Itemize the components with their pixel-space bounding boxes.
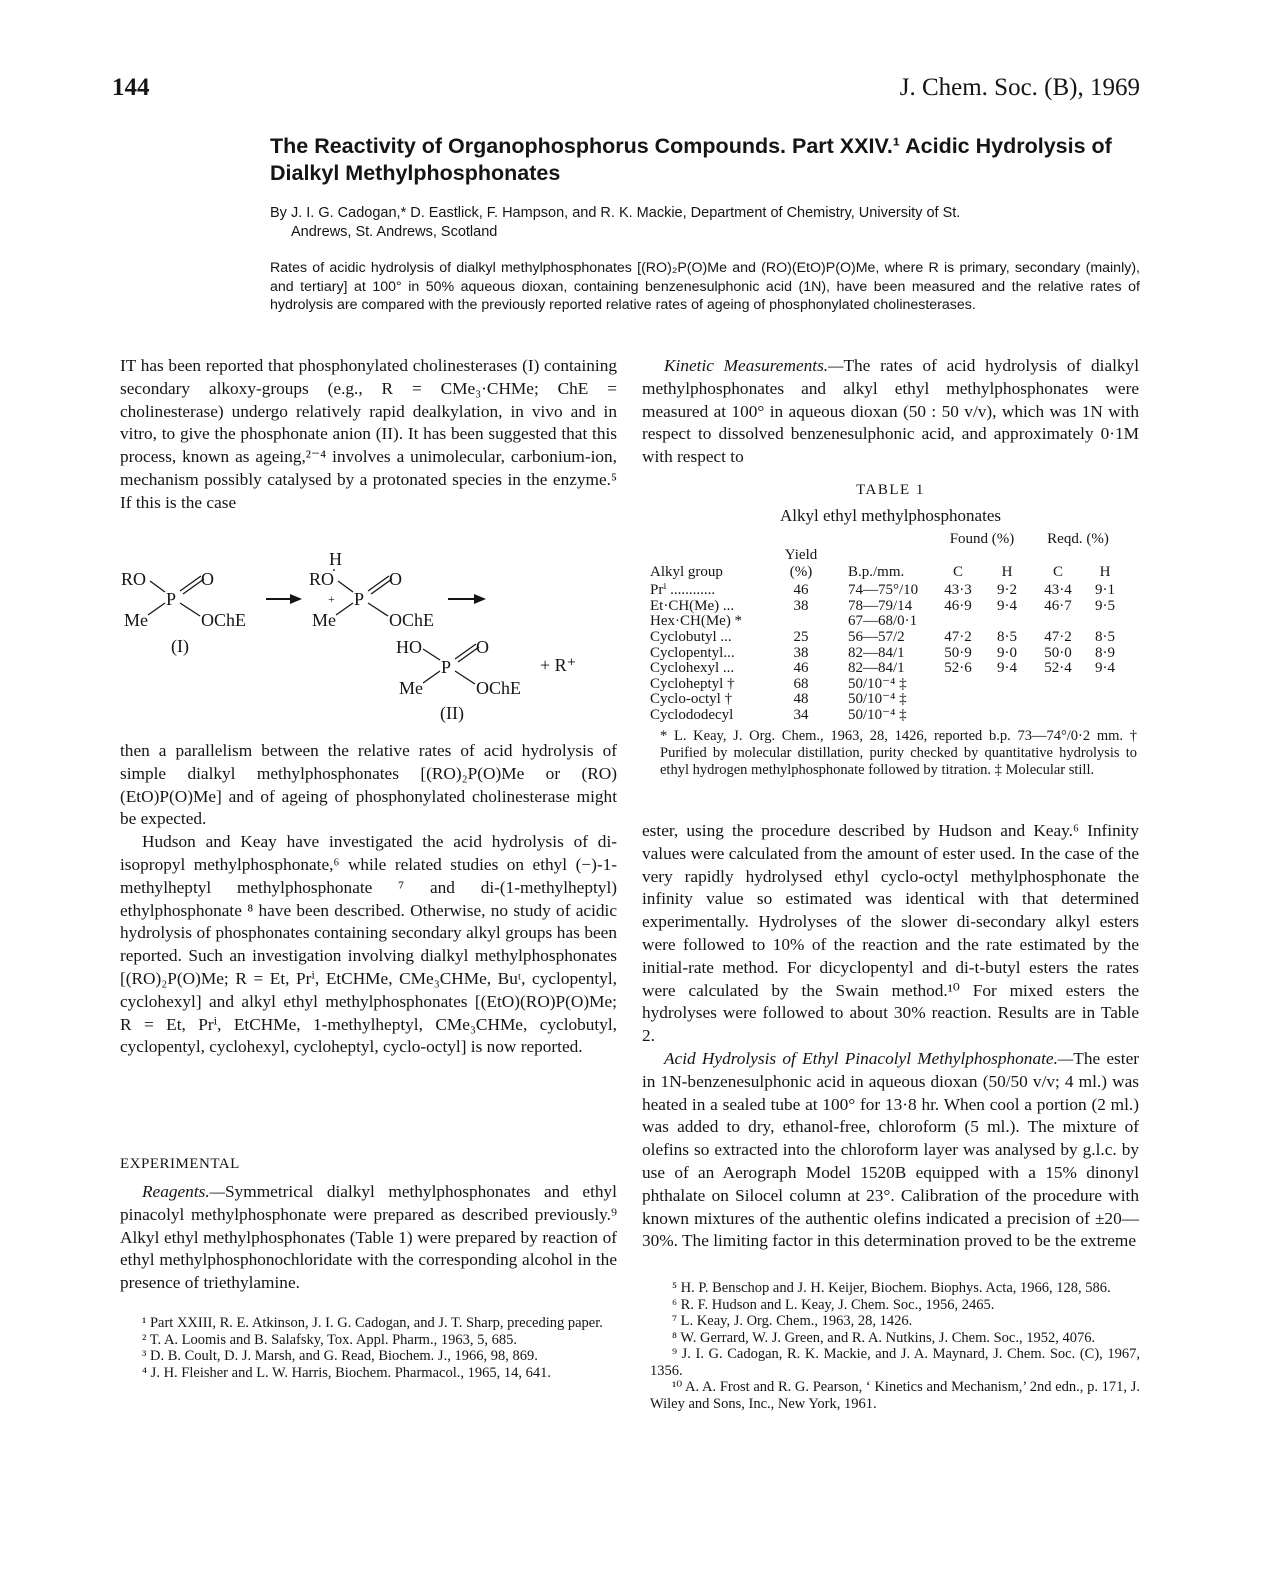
- scheme-s2-plus: +: [328, 592, 335, 606]
- cell: 47·2: [944, 628, 972, 645]
- scheme-s3-p: P: [441, 657, 452, 677]
- cell: 46: [793, 582, 809, 599]
- cell: [1085, 708, 1125, 724]
- scheme-s2-p: P: [354, 589, 365, 609]
- cell: 38: [793, 644, 809, 661]
- header-pct: (%): [789, 564, 813, 581]
- cell: 9·2: [997, 582, 1017, 599]
- cell: 9·0: [997, 644, 1017, 661]
- cell: [983, 614, 1031, 630]
- table-header-row: [650, 548, 1125, 564]
- scheme-label-II: (II): [440, 703, 464, 723]
- cell: [1031, 614, 1085, 630]
- cell: 8·5: [1095, 628, 1115, 645]
- scheme-s1-oche: OChE: [201, 610, 246, 630]
- footnote: ⁷ L. Keay, J. Org. Chem., 1963, 28, 1426.: [672, 1313, 913, 1329]
- data-table: [650, 532, 1125, 724]
- cell: 82—84/1: [848, 660, 905, 677]
- cell: 68: [793, 675, 809, 692]
- cell: 8·9: [1095, 644, 1115, 661]
- table-row: [650, 646, 1125, 662]
- paragraph: then a parallelism between the relative rates of acid hydrolysis of simple dialkyl methylphosphonates [(RO)₂P(O)Me or (RO)(EtO)P(O)Me] and of ageing of phosphonylated cholinesterase might be expected.: [120, 741, 617, 829]
- table-row: [650, 692, 1125, 708]
- header-h-reqd: H: [1099, 564, 1111, 581]
- author-block: [270, 204, 1142, 242]
- cell: 50/10⁻⁴ ‡: [848, 706, 907, 723]
- page-number: 144: [112, 74, 150, 101]
- header-reqd: Reqd. (%): [1047, 531, 1109, 547]
- left-footnotes: [120, 1315, 617, 1381]
- reagents-text: Symmetrical dialkyl methylphosphonates and ethyl pinacolyl methylphosphonate were prepared as described previously.⁹ Alkyl ethyl methylphosphonates (Table 1) were prepared by reaction of ethyl methylphosphonochloridate with the corresponding alcohol in the presence of triethylamine.: [120, 1182, 617, 1293]
- cell: 50·9: [944, 644, 972, 661]
- cell: [933, 708, 983, 724]
- table-notes: * L. Keay, J. Org. Chem., 1963, 28, 1426, reported b.p. 73—74°/0·2 mm. † Purified by molecular distillation, purity checked by quantitative hydrolysis to ethyl hydrogen methylphosphonate followed by titration. ‡ Molecular still.: [660, 728, 1137, 778]
- cell: [933, 614, 983, 630]
- kinetic-heading: Kinetic Measurements.—: [664, 356, 844, 375]
- cell: 52·4: [1044, 660, 1072, 677]
- cell: Cyclododecyl: [650, 706, 734, 723]
- cell: 47·2: [1044, 628, 1072, 645]
- cell: 25: [793, 628, 809, 645]
- right-footnotes: [650, 1280, 1140, 1412]
- footnote: ² T. A. Loomis and B. Salafsky, Tox. Appl. Pharm., 1963, 5, 685.: [142, 1331, 517, 1348]
- footnote: ⁴ J. H. Fleisher and L. W. Harris, Biochem. Pharmacol., 1965, 14, 641.: [142, 1364, 551, 1381]
- scheme-s2-o: O: [389, 569, 402, 589]
- header-alkyl-group: Alkyl group: [650, 564, 723, 581]
- cell: 8·5: [997, 628, 1017, 645]
- cell: 52·6: [944, 660, 972, 677]
- cell: 34: [793, 706, 809, 723]
- cell: 67—68/0·1: [848, 613, 918, 630]
- cell: [1031, 677, 1085, 693]
- cell: [1031, 692, 1085, 708]
- cell: 50·0: [1044, 644, 1072, 661]
- table-row: [650, 708, 1125, 724]
- cell: [983, 677, 1031, 693]
- scheme-s1-p: P: [166, 589, 177, 609]
- table-row: [650, 677, 1125, 693]
- kinetic-paragraph: [642, 355, 1139, 469]
- scheme-label-I: (I): [171, 636, 189, 656]
- header-c-found: C: [952, 564, 963, 581]
- left-column-text: [120, 740, 617, 1059]
- author-line-1: By J. I. G. Cadogan,* D. Eastlick, F. Hampson, and R. K. Mackie, Department of Chemistry, University of St.: [270, 205, 961, 221]
- footnote: ⁶ R. F. Hudson and L. Keay, J. Chem. Soc., 1956, 2465.: [672, 1296, 995, 1313]
- footnote: ³ D. B. Coult, D. J. Marsh, and G. Read, Biochem. J., 1966, 98, 869.: [142, 1348, 538, 1364]
- cell: 9·5: [1095, 597, 1115, 614]
- cell: [933, 692, 983, 708]
- footnote: ⁸ W. Gerrard, W. J. Green, and R. A. Nutkins, J. Chem. Soc., 1952, 4076.: [672, 1329, 1096, 1346]
- header-bp: B.p./mm.: [848, 564, 905, 581]
- footnote: ¹ Part XXIII, R. E. Atkinson, J. I. G. Cadogan, and J. T. Sharp, preceding paper.: [142, 1315, 603, 1331]
- cell: 9·4: [997, 660, 1017, 677]
- section-heading-experimental: EXPERIMENTAL: [120, 1156, 240, 1172]
- cell: 9·4: [997, 597, 1017, 614]
- table-header-row: [650, 532, 1125, 548]
- cell: 46·9: [944, 597, 972, 614]
- article-title: The Reactivity of Organophosphorus Compounds. Part XXIV.¹ Acidic Hydrolysis of Dialkyl Methylphosphonates: [270, 134, 1112, 185]
- cell: 46: [793, 660, 809, 677]
- kinetic-text: The rates of acid hydrolysis of dialkyl methylphosphonates and alkyl ethyl methylphosphonates were measured at 100° in aqueous dioxan (50 : 50 v/v), which was 1N with respect to dissolved benzenesulphonic acid, and approximately 0·1M with respect to: [642, 356, 1139, 467]
- reagents-heading: Reagents.—: [142, 1182, 226, 1201]
- table-caption: TABLE 1: [856, 482, 925, 498]
- cell: Hex·CH(Me) *: [650, 613, 743, 630]
- table-row: [650, 599, 1125, 615]
- cell: [772, 614, 830, 630]
- paragraph: Hudson and Keay have investigated the acid hydrolysis of di-isopropyl methylphosphonate,⁶ while related studies on ethyl (−)-1-methylheptyl methylphosphonate ⁷ and di-(1-methylheptyl) ethylphosphonate ⁸ have been described. Otherwise, no study of acidic hydrolysis of phosphonates containing secondary alkyl groups has been reported. Such an investigation involving dialkyl methylphosphonates [(RO)₂P(O)Me; R = Et, Prⁱ, EtCHMe, CMe₃CHMe, Buᵗ, cyclopentyl, cyclohexyl] and alkyl ethyl methylphosphonates [(EtO)(RO)P(O)Me; R = Et, Prⁱ, EtCHMe, 1-methylheptyl, CMe₃CHMe, cyclobutyl, cyclopentyl, cyclohexyl, cycloheptyl, cyclo-octyl] is now reported.: [120, 832, 617, 1057]
- scheme-s3-me: Me: [399, 678, 423, 698]
- cell: Cyclobutyl ...: [650, 628, 732, 645]
- header-h-found: H: [1001, 564, 1013, 581]
- cell: Cycloheptyl †: [650, 675, 735, 692]
- scheme-s2-h: H: [329, 549, 342, 569]
- reaction-scheme: [118, 545, 618, 730]
- cell: 56—57/2: [848, 628, 905, 645]
- cell: 46·7: [1044, 597, 1072, 614]
- acid-hydrolysis-heading: Acid Hydrolysis of Ethyl Pinacolyl Methylphosphonate.—: [664, 1048, 1074, 1068]
- cell: 48: [793, 691, 809, 708]
- abstract: Rates of acidic hydrolysis of dialkyl methylphosphonates [(RO)₂P(O)Me and (RO)(EtO)P(O)Me, where R is primary, secondary (mainly), and tertiary] at 100° in 50% aqueous dioxan, containing benzenesulphonic acid (1N), have been measured and the relative rates of hydrolysis are compared with the previously reported relative rates of ageing of phosphonylated cholinesterases.: [270, 260, 1140, 313]
- cell: 50/10⁻⁴ ‡: [848, 675, 907, 692]
- footnote: ¹⁰ A. A. Frost and R. G. Pearson, ‘ Kinetics and Mechanism,’ 2nd edn., p. 171, J. Wiley and Sons, Inc., New York, 1961.: [650, 1379, 1140, 1412]
- cell: [933, 677, 983, 693]
- footnote: ⁵ H. P. Benschop and J. H. Keijer, Biochem. Biophys. Acta, 1966, 128, 586.: [672, 1280, 1111, 1296]
- scheme-s2-me: Me: [312, 610, 336, 630]
- cell: 50/10⁻⁴ ‡: [848, 691, 907, 708]
- cell: 43·3: [944, 582, 972, 599]
- cell: 78—79/14: [848, 597, 913, 614]
- header-c-reqd: C: [1052, 564, 1063, 581]
- cell: [1031, 708, 1085, 724]
- cell: Cyclohexyl ...: [650, 660, 735, 677]
- table-header-row: [650, 563, 1125, 583]
- cell: 38: [793, 597, 809, 614]
- scheme-s1-ro: RO: [121, 569, 147, 589]
- cell: 9·1: [1095, 582, 1115, 599]
- cell: Et·CH(Me) ...: [650, 597, 735, 614]
- scheme-r-plus: + R⁺: [540, 655, 577, 675]
- cell: 82—84/1: [848, 644, 905, 661]
- header-yield: Yield: [784, 546, 818, 563]
- table-row: [650, 630, 1125, 646]
- scheme-s1-o: O: [201, 569, 214, 589]
- paragraph: ester, using the procedure described by Hudson and Keay.⁶ Infinity values were calculated from the amount of ester used. In the case of the very rapidly hydrolysed ethyl cyclo-octyl methylphosphonate the infinity value so estimated was identical with that determined experimentally. Hydrolyses of the slower di-secondary alkyl esters were followed to 10% of the reaction and the rate estimated by the initial-rate method. For dicyclopentyl and di-t-butyl esters the rates were calculated by the Swain method.¹⁰ For mixed esters the hydrolyses were followed to about 30% reaction. Results are in Table 2.: [642, 821, 1139, 1046]
- table-row: [650, 583, 1125, 599]
- cell: [983, 708, 1031, 724]
- cell: Cyclo-octyl †: [650, 691, 733, 708]
- footnote: ⁹ J. I. G. Cadogan, R. K. Mackie, and J. A. Maynard, J. Chem. Soc. (C), 1967, 1356.: [650, 1346, 1140, 1379]
- cell: Cyclopentyl...: [650, 644, 735, 661]
- table-title: Alkyl ethyl methylphosphonates: [780, 506, 1001, 525]
- cell: 43·4: [1044, 582, 1072, 599]
- journal-header: J. Chem. Soc. (B), 1969: [899, 74, 1140, 101]
- cell: 9·4: [1095, 660, 1115, 677]
- cell: [1085, 614, 1125, 630]
- intro-paragraph: IT has been reported that phosphonylated cholinesterases (I) containing secondary alkoxy-groups (e.g., R = CMe₃·CHMe; ChE = cholinesterase) undergo relatively rapid dealkylation, in vivo and in vitro, to give the phosphonate anion (II). It has been suggested that this process, known as ageing,²⁻⁴ involves a unimolecular, carbonium-ion, mechanism possibly catalysed by a protonated species in the enzyme.⁵ If this is the case: [120, 356, 617, 512]
- table-row: [650, 661, 1125, 677]
- acid-hydrolysis-text: The ester in 1N-benzenesulphonic acid in aqueous dioxan (50/50 v/v; 4 ml.) was heated in a sealed tube at 100° for 13·8 hr. When cool a portion (2 ml.) was added to dry, ethanol-free, chloroform (5 ml.). The mixture of olefins so extracted into the chloroform layer was analysed by g.l.c. by use of an Aerograph Model 1520B equipped with a 15% dinonyl phthalate on Silocel column at 23°. Calibration of the procedure with known mixtures of the authentic olefins indicated a precision of ±20—30%. The limiting factor in this determination proved to be the extreme: [642, 1048, 1139, 1251]
- scheme-s3-oche: OChE: [476, 678, 521, 698]
- scheme-s3-o: O: [476, 637, 489, 657]
- cell: [983, 692, 1031, 708]
- scheme-s1-me: Me: [124, 610, 148, 630]
- right-column-text: [642, 820, 1139, 1253]
- scheme-s2-oche: OChE: [389, 610, 434, 630]
- reagents-paragraph: [120, 1181, 617, 1295]
- cell: [1085, 677, 1125, 693]
- header-found: Found (%): [949, 531, 1015, 547]
- scheme-s3-ho: HO: [396, 637, 422, 657]
- table-row: [650, 614, 1125, 630]
- scheme-s2-ro: RO: [309, 569, 335, 589]
- author-line-2: Andrews, St. Andrews, Scotland: [291, 224, 498, 240]
- cell: 74—75°/10: [848, 582, 919, 599]
- cell: [1085, 692, 1125, 708]
- cell: Prⁱ ............: [650, 582, 716, 599]
- table-1: [650, 532, 1125, 724]
